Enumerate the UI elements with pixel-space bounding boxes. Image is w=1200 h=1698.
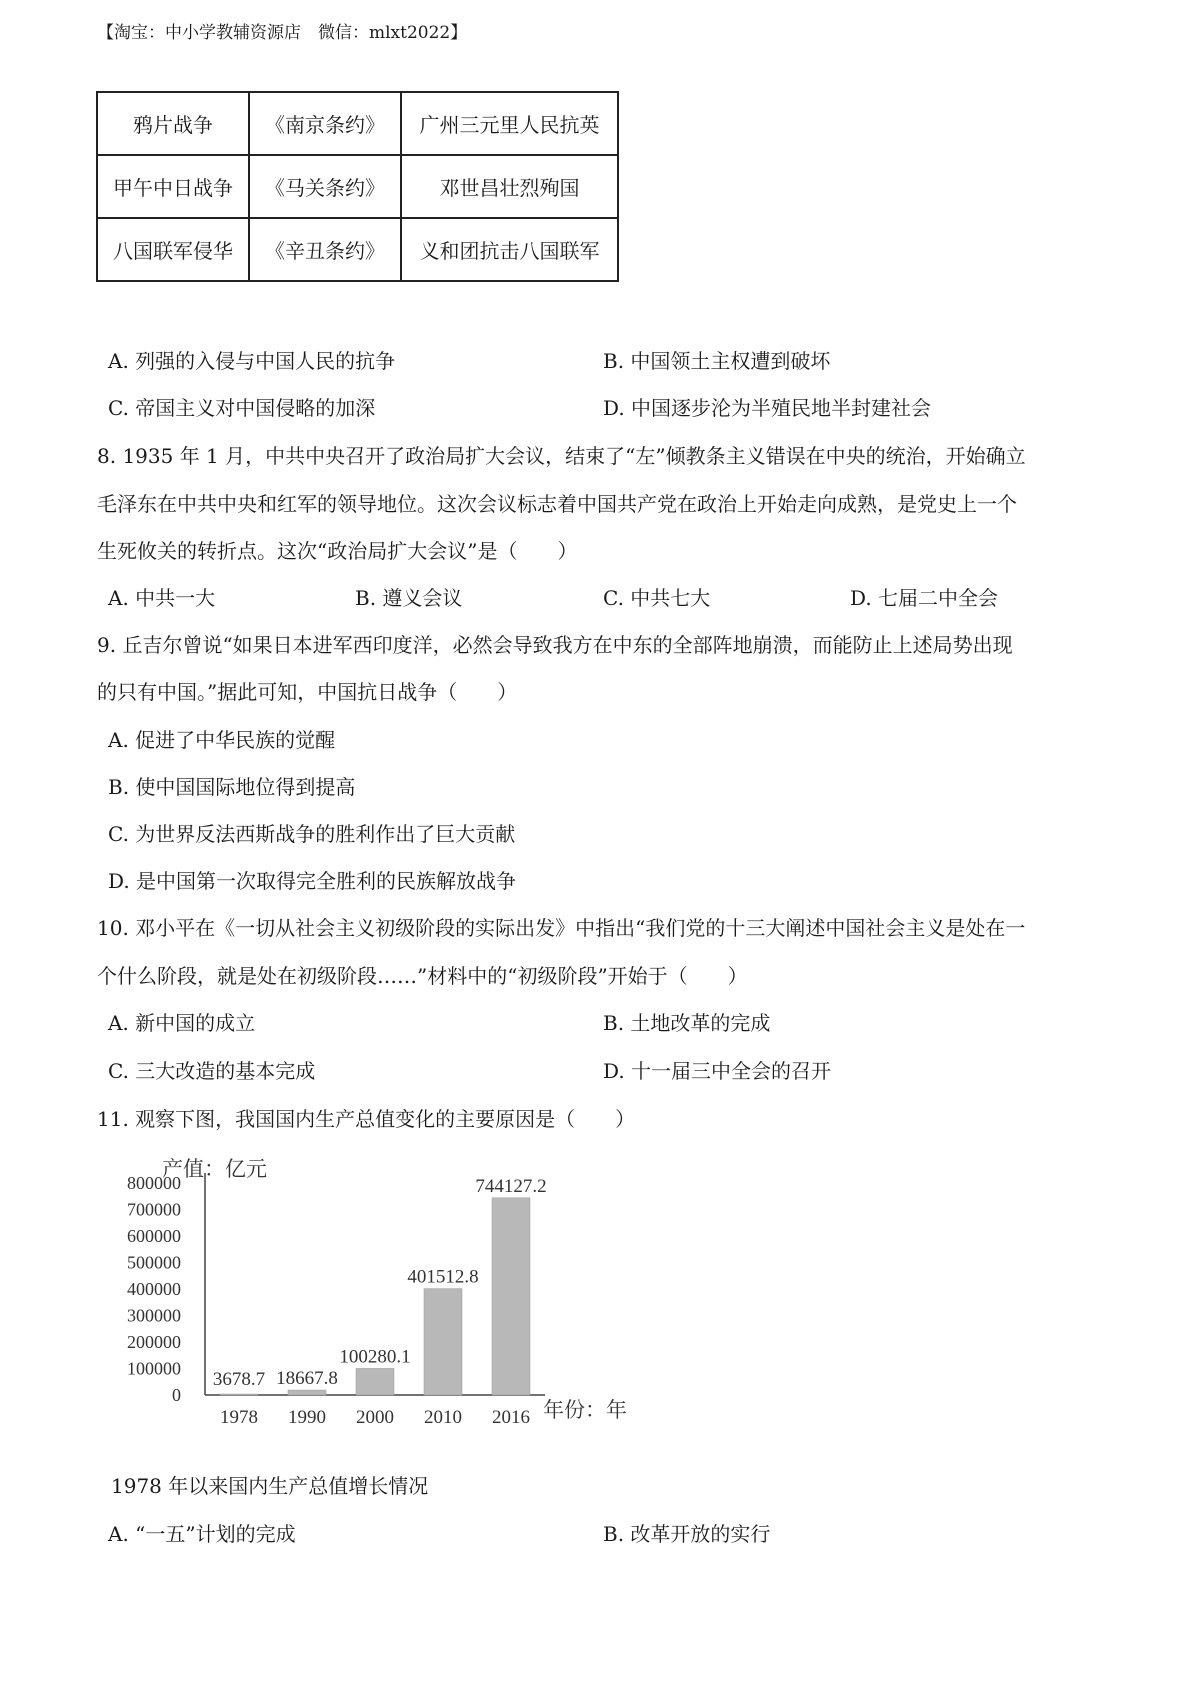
gdp-bar-chart [115,1143,655,1443]
q8-option-d: D. 七届二中全会 [850,586,999,610]
data-label-2000: 100280.1 [339,1346,411,1368]
history-table [96,91,619,282]
table-row [97,218,618,281]
data-label-1990: 18667.8 [276,1368,338,1390]
bar-2000 [356,1368,394,1395]
bar-1990 [288,1390,326,1395]
q8-stem-line-1: 8. 1935 年 1 月，中共中央召开了政治局扩大会议，结束了“左”倾教条主义错误在中央的统治，开始确立 [97,444,1026,468]
q10-option-d: D. 十一届三中全会的召开 [603,1059,832,1083]
table-cell: 甲午中日战争 [97,155,249,218]
q8-stem-line-3: 生死攸关的转折点。这次“政治局扩大会议”是（ ） [97,539,578,563]
q8-option-a: A. 中共一大 [108,586,216,610]
q11-option-b: B. 改革开放的实行 [603,1522,771,1546]
y-axis-label: 产值：亿元 [162,1157,267,1181]
x-tick-label-2016: 2016 [492,1407,530,1428]
q8-option-b: B. 遵义会议 [355,586,463,610]
bar-2016 [492,1198,530,1395]
data-label-2016: 744127.2 [475,1175,547,1197]
q11-option-a: A. “一五”计划的完成 [108,1522,296,1546]
x-tick-label-1978: 1978 [220,1407,258,1428]
q10-option-b: B. 土地改革的完成 [603,1011,771,1035]
bar-2010 [424,1289,462,1395]
q9-option-c: C. 为世界反法西斯战争的胜利作出了巨大贡献 [108,822,516,846]
page-header: 【淘宝：中小学教辅资源店 微信：mlxt2022】 [97,23,468,43]
q7-option-c: C. 帝国主义对中国侵略的加深 [108,396,376,420]
q9-stem-line-2: 的只有中国。”据此可知，中国抗日战争（ ） [97,680,518,704]
bar-1978 [220,1394,258,1395]
y-tick-label: 300000 [127,1305,181,1326]
data-label-2010: 401512.8 [407,1266,479,1288]
q10-stem-line-1: 10. 邓小平在《一切从社会主义初级阶段的实际出发》中指出“我们党的十三大阐述中国社会主义是处在一 [97,916,1026,940]
table-cell: 邓世昌壮烈殉国 [401,155,618,218]
chart-caption: 1978 年以来国内生产总值增长情况 [111,1474,429,1498]
y-tick-label: 500000 [127,1252,181,1273]
y-tick-label: 600000 [127,1226,181,1246]
y-tick-label: 100000 [127,1358,181,1379]
table-cell: 鸦片战争 [97,92,249,155]
y-tick-label: 0 [172,1385,181,1405]
q8-stem-line-2: 毛泽东在中共中央和红军的领导地位。这次会议标志着中国共产党在政治上开始走向成熟，是党史上一个 [97,492,1017,516]
q11-stem: 11. 观察下图，我国国内生产总值变化的主要原因是（ ） [97,1107,636,1131]
table-row [97,155,618,218]
y-tick-label: 800000 [127,1173,181,1193]
data-label-1978: 3678.7 [212,1369,266,1390]
y-tick-label: 400000 [127,1279,181,1299]
table-cell: 《南京条约》 [249,92,401,155]
q7-option-d: D. 中国逐步沦为半殖民地半封建社会 [603,396,932,420]
q7-option-a: A. 列强的入侵与中国人民的抗争 [108,349,396,373]
table-cell: 义和团抗击八国联军 [401,218,618,281]
q10-option-c: C. 三大改造的基本完成 [108,1059,316,1083]
table-cell: 广州三元里人民抗英 [401,92,618,155]
table-cell: 《辛丑条约》 [249,218,401,281]
q9-stem-line-1: 9. 丘吉尔曾说“如果日本进军西印度洋，必然会导致我方在中东的全部阵地崩溃，而能防止上述局势出现 [97,633,1013,657]
x-tick-label-1990: 1990 [288,1407,326,1428]
y-tick-label: 700000 [127,1199,181,1220]
table-row [97,92,618,155]
q7-option-b: B. 中国领土主权遭到破坏 [603,349,831,373]
x-axis-label: 年份：年 [543,1398,627,1422]
y-tick-label: 200000 [127,1332,181,1352]
table-cell: 八国联军侵华 [97,218,249,281]
q8-option-c: C. 中共七大 [603,586,711,610]
q10-option-a: A. 新中国的成立 [108,1011,256,1035]
q9-option-d: D. 是中国第一次取得完全胜利的民族解放战争 [108,869,517,893]
x-tick-label-2010: 2010 [424,1407,462,1428]
q9-option-a: A. 促进了中华民族的觉醒 [108,728,336,752]
x-tick-label-2000: 2000 [356,1407,394,1428]
q9-option-b: B. 使中国国际地位得到提高 [108,775,356,799]
table-cell: 《马关条约》 [249,155,401,218]
q10-stem-line-2: 个什么阶段，就是处在初级阶段……”材料中的“初级阶段”开始于（ ） [97,964,748,988]
